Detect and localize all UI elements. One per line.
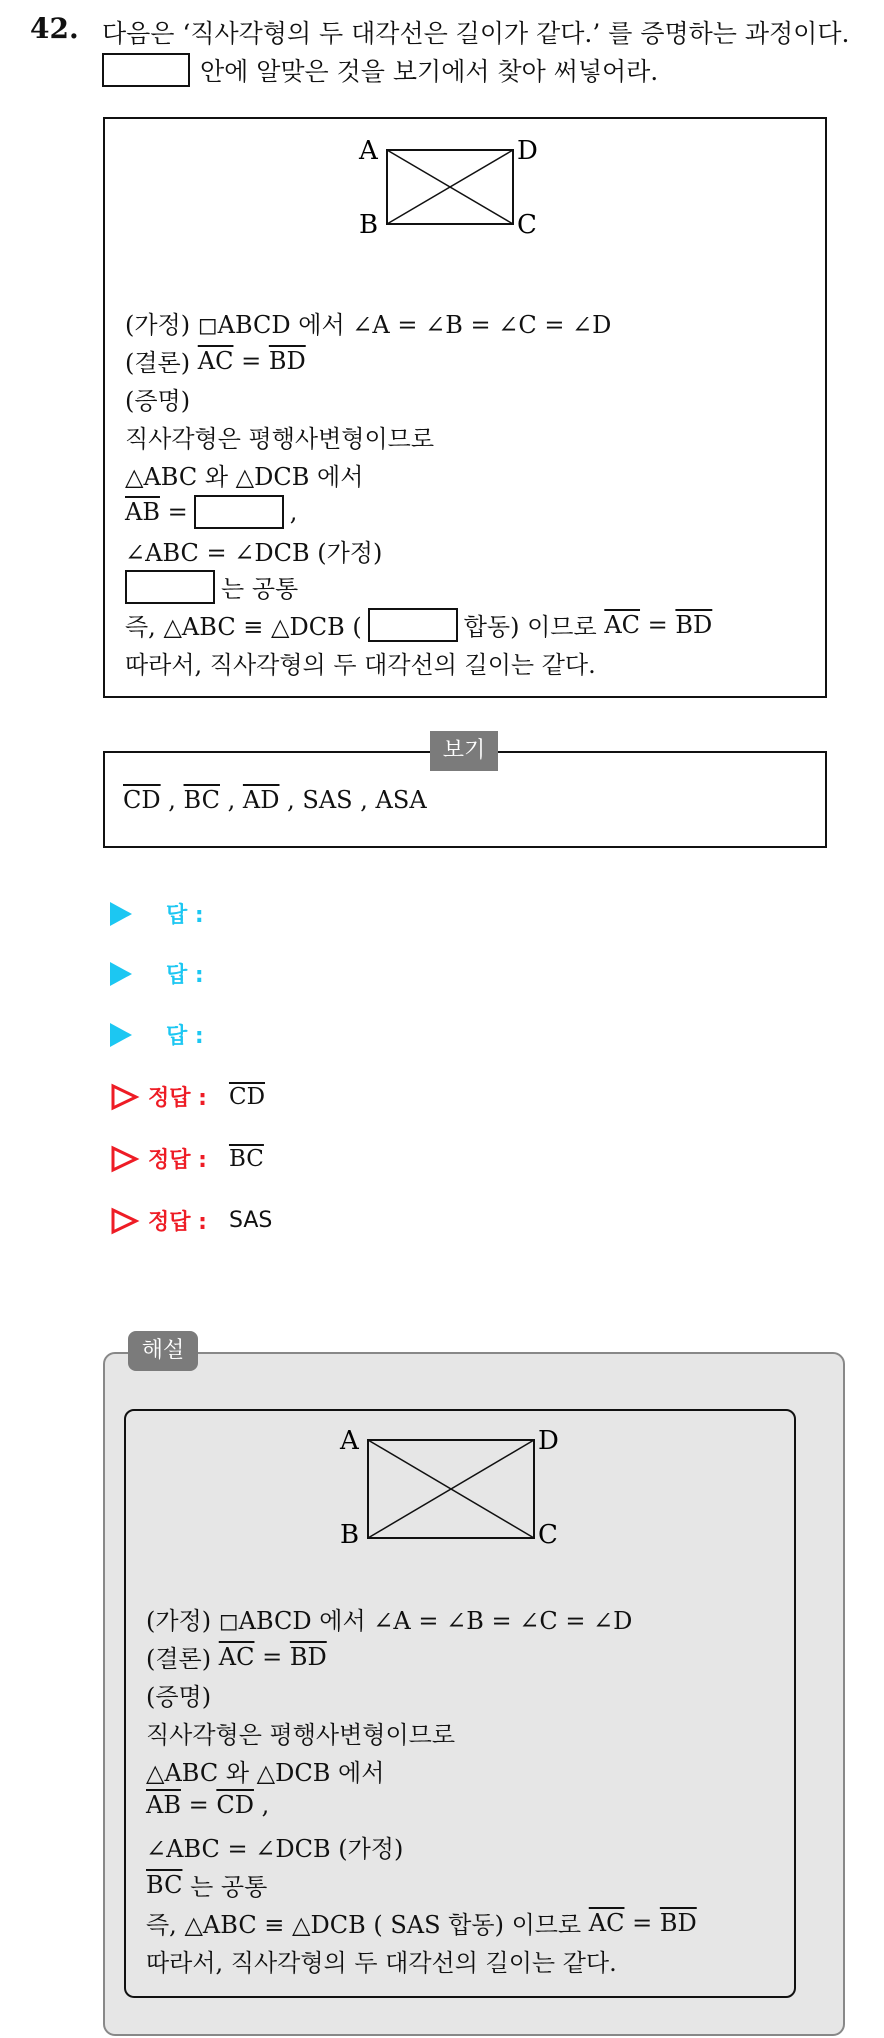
equals-sign: = (188, 1791, 209, 1819)
sep: , (287, 786, 295, 814)
proof-line-triangles: △ABC 와 △DCB 에서 (125, 463, 364, 491)
answer-label: 답 : (166, 1024, 204, 1049)
correct-label: 정답 : (148, 1210, 207, 1235)
solution-line-angle: ∠ABC = ∠DCB (가정) (146, 1835, 404, 1863)
solution-hypothesis: (가정) ◻ABCD 에서 ∠A = ∠B = ∠C = ∠D (146, 1607, 633, 1635)
segment-ac: $\overline{AC}$ (588, 1908, 625, 1937)
solution-line-triangles: △ABC 와 △DCB 에서 (146, 1759, 385, 1787)
correct-row-1 (110, 1081, 265, 1112)
solution-line-ab (146, 1791, 269, 1819)
correct-label: 정답 : (148, 1086, 207, 1111)
question-line2-text: 안에 알맞은 것을 보기에서 찾아 써넣어라. (200, 57, 659, 86)
answer-blank-1[interactable] (194, 495, 284, 529)
vertex-label-c: C (538, 1520, 558, 1550)
answer-row-3[interactable] (110, 1019, 204, 1050)
play-triangle-icon (110, 1023, 132, 1047)
bogi-tag: 보기 (430, 731, 498, 771)
sep: , (168, 786, 176, 814)
proof-line-congruent (125, 607, 712, 642)
segment-cd: $\overline{CD}$ (216, 1791, 254, 1819)
answer-label: 답 : (166, 963, 204, 988)
correct-row-3 (110, 1205, 272, 1236)
segment-bd: $\overline{BD}$ (268, 346, 306, 375)
play-triangle-icon (110, 962, 132, 986)
bogi-option: ASA (375, 786, 427, 814)
segment-ab: $\overline{AB}$ (125, 498, 160, 526)
outline-triangle-icon (110, 1145, 140, 1173)
bogi-options (123, 786, 427, 814)
solution-inner-box (124, 1409, 796, 1998)
proof-label: (증명) (125, 387, 191, 415)
rectangle-figure (326, 1423, 566, 1550)
segment-bd: $\overline{BD}$ (659, 1908, 697, 1937)
conclusion-label: (결론) (146, 1645, 212, 1673)
proof-conclusion (125, 343, 306, 378)
proof-line-common (125, 569, 298, 604)
correct-label: 정답 : (148, 1148, 207, 1173)
segment-bd: $\overline{BD}$ (675, 610, 713, 639)
congruent-prefix: 즉, △ABC ≡ △DCB ( (125, 613, 362, 641)
question-text-line1: 다음은 ‘직사각형의 두 대각선은 길이가 같다.’ 를 증명하는 과정이다. (102, 19, 850, 48)
vertex-label-d: D (517, 136, 538, 166)
proof-line-ab (125, 495, 297, 529)
proof-box (103, 117, 827, 698)
vertex-label-b: B (359, 210, 379, 240)
outline-triangle-icon (110, 1207, 140, 1235)
blank-box-sample (102, 53, 190, 87)
correct-row-2 (110, 1143, 264, 1174)
answer-row-1[interactable] (110, 898, 204, 929)
equals-sign: = (262, 1642, 283, 1671)
comma: , (261, 1791, 270, 1819)
proof-line-therefore: 따라서, 직사각형의 두 대각선의 길이는 같다. (125, 651, 596, 679)
segment-ac: $\overline{AC}$ (218, 1642, 255, 1671)
bogi-option: $\overline{AD}$ (242, 786, 280, 814)
equals-sign: = (241, 346, 262, 375)
solution-proof-label: (증명) (146, 1683, 212, 1711)
bogi-option: $\overline{BC}$ (183, 786, 220, 814)
segment-ac: $\overline{AC}$ (197, 346, 234, 375)
answer-row-2[interactable] (110, 958, 204, 989)
answer-label: 답 : (166, 903, 204, 928)
solution-line-common (146, 1867, 267, 1902)
comma: , (289, 498, 298, 526)
vertex-label-a: A (340, 1426, 359, 1456)
solution-tag: 해설 (128, 1331, 198, 1371)
solution-line-congruent (146, 1905, 697, 1940)
correct-value: $\overline{BC}$ (228, 1145, 264, 1172)
proof-hypothesis: (가정) ◻ABCD 에서 ∠A = ∠B = ∠C = ∠D (125, 311, 612, 339)
congruent-mid: 합동) 이므로 (463, 613, 597, 641)
solution-line-therefore: 따라서, 직사각형의 두 대각선의 길이는 같다. (146, 1949, 617, 1977)
vertex-label-c: C (517, 210, 537, 240)
correct-value: $\overline{CD}$ (228, 1083, 266, 1110)
equals-sign: = (647, 610, 668, 639)
bogi-option: SAS (302, 786, 353, 814)
solution-conclusion (146, 1639, 327, 1674)
segment-ab: $\overline{AB}$ (146, 1791, 181, 1819)
proof-line-angle: ∠ABC = ∠DCB (가정) (125, 539, 383, 567)
correct-value: SAS (228, 1208, 273, 1233)
conclusion-label: (결론) (125, 349, 191, 377)
common-text: 는 공통 (221, 575, 299, 603)
segment-ac: $\overline{AC}$ (604, 610, 641, 639)
sep: , (227, 786, 236, 814)
question-number: 42. (30, 12, 79, 45)
play-triangle-icon (110, 902, 132, 926)
equals-sign: = (632, 1908, 653, 1937)
common-text: 는 공통 (190, 1873, 268, 1901)
outline-triangle-icon (110, 1083, 140, 1111)
proof-line-parallelogram: 직사각형은 평행사변형이므로 (125, 425, 435, 453)
bogi-option: $\overline{CD}$ (123, 786, 161, 814)
segment-bc: $\overline{BC}$ (146, 1870, 183, 1899)
rectangle-figure (345, 133, 585, 243)
vertex-label-b: B (340, 1520, 360, 1550)
congruent-text: 즉, △ABC ≡ △DCB ( SAS 합동) 이므로 (146, 1911, 582, 1939)
solution-line-parallelogram: 직사각형은 평행사변형이므로 (146, 1721, 456, 1749)
equals-sign: = (167, 498, 188, 526)
answer-blank-2[interactable] (125, 570, 215, 604)
answer-blank-3[interactable] (368, 608, 458, 642)
segment-bd: $\overline{BD}$ (289, 1642, 327, 1671)
question-text-line2 (102, 52, 658, 88)
vertex-label-a: A (359, 136, 378, 166)
vertex-label-d: D (538, 1426, 559, 1456)
sep: , (360, 786, 368, 814)
